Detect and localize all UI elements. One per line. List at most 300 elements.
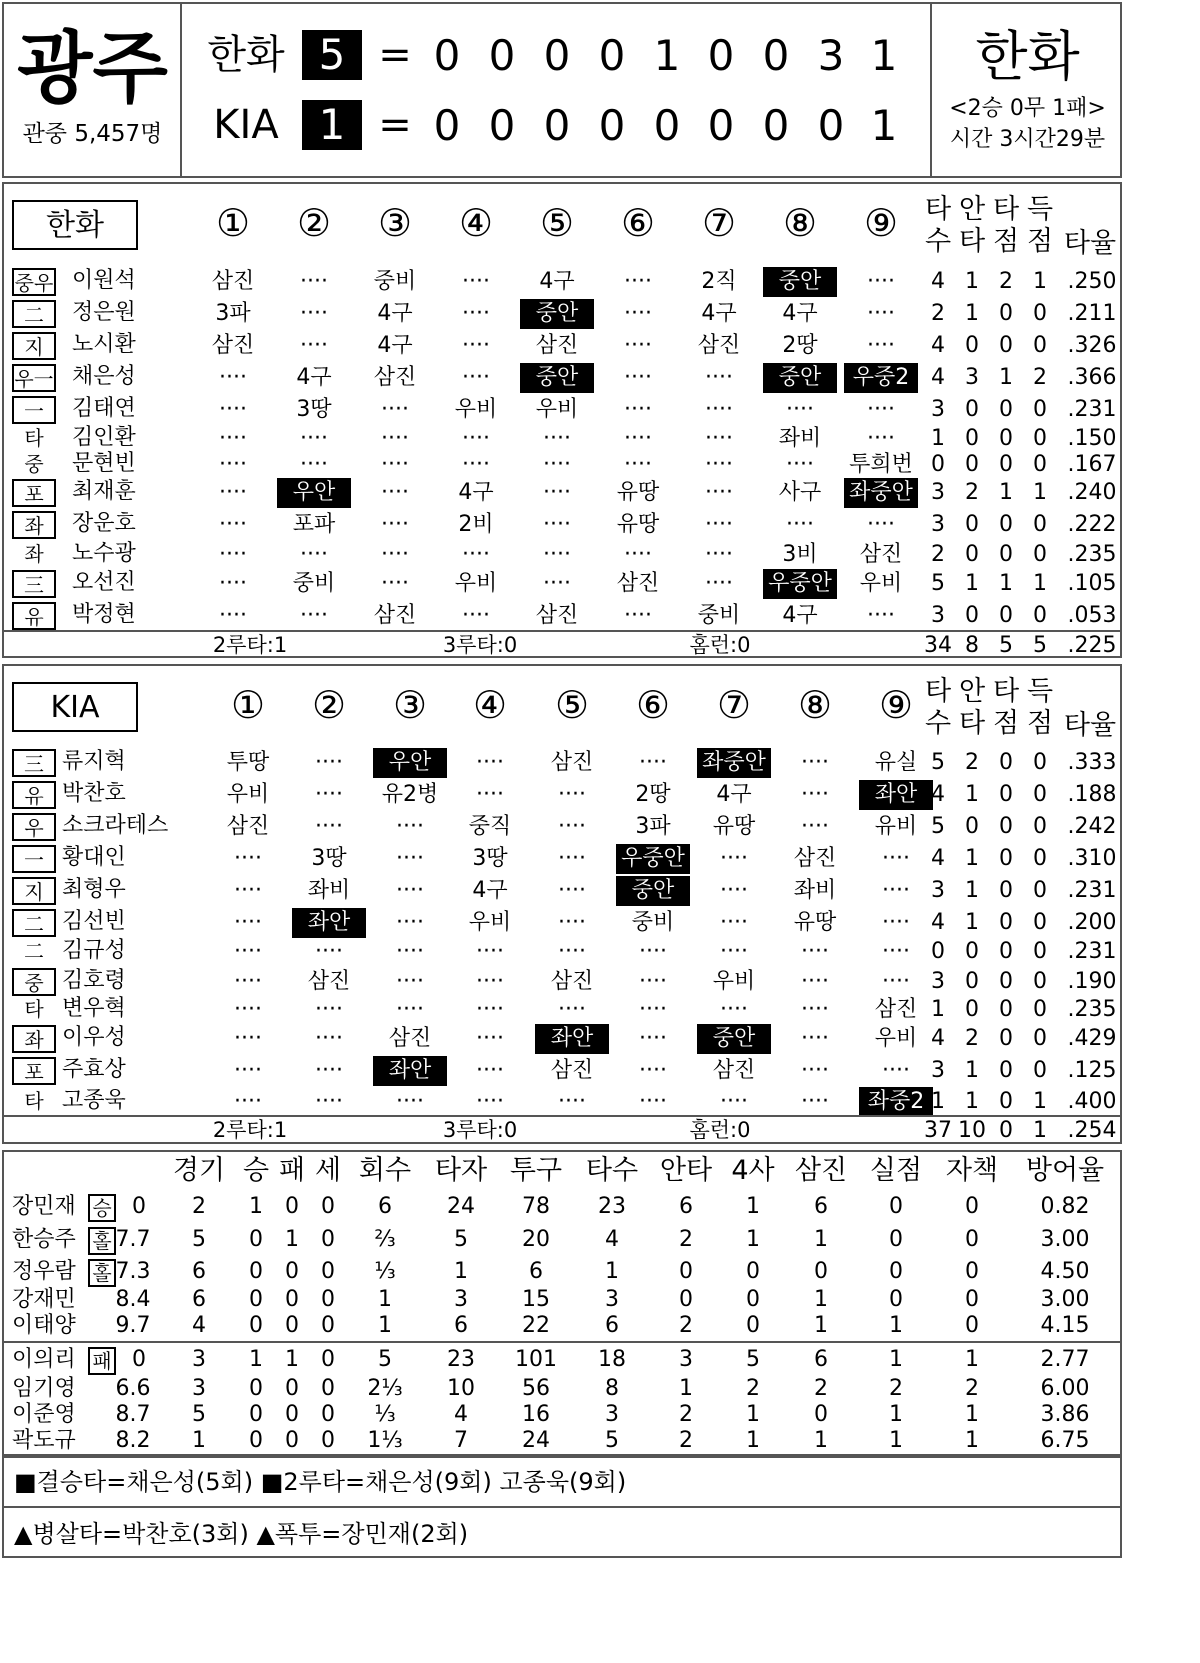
position-label: 二: [24, 939, 44, 963]
pitching-stat: 3.86: [1040, 1402, 1090, 1427]
batting-stat: 0: [965, 997, 979, 1022]
at-bat-result: ····: [801, 939, 829, 964]
pitching-stat: 1: [889, 1313, 903, 1338]
at-bat-result: 좌비: [778, 426, 822, 451]
at-bat-result: ····: [234, 910, 262, 935]
line-inning-run: 0: [707, 101, 735, 150]
at-bat-result: ····: [801, 782, 829, 807]
position-label: 우一: [12, 364, 56, 392]
at-bat-result: ····: [396, 969, 424, 994]
line-inning-run: 3: [817, 31, 845, 80]
pitcher-order: 8.2: [115, 1428, 151, 1453]
batting-stat: 0: [965, 814, 979, 839]
at-bat-result: ····: [624, 365, 652, 390]
at-bat-result: 우중2: [844, 363, 918, 393]
pitch-col-header: 패: [278, 1155, 306, 1186]
at-bat-result: 우중안: [763, 569, 837, 599]
pitching-stat: 0: [249, 1313, 263, 1338]
batting-stat: 1: [965, 1089, 979, 1114]
batting-stat: 5: [931, 750, 945, 775]
at-bat-result: ····: [476, 1026, 504, 1051]
pitching-stat: 1: [378, 1313, 392, 1338]
at-bat-result: ····: [624, 397, 652, 422]
pitching-stat: 6.00: [1040, 1376, 1090, 1401]
at-bat-result: ····: [476, 997, 504, 1022]
at-bat-result: ····: [882, 910, 910, 935]
at-bat-result: 3땅: [311, 846, 347, 871]
position-label: 타: [24, 997, 44, 1021]
at-bat-result: ····: [867, 301, 895, 326]
batting-stat: 1: [965, 301, 979, 326]
batting-stat: .231: [1067, 939, 1117, 964]
position-label: 一: [12, 845, 56, 873]
player-name: 채은성: [72, 364, 136, 389]
at-bat-result: 중안: [520, 363, 594, 393]
pitch-col-header: 안타: [659, 1155, 713, 1186]
triples-total: 3루타:0: [442, 633, 518, 657]
pitching-stat: 3: [605, 1402, 619, 1427]
at-bat-result: ····: [462, 269, 490, 294]
at-bat-result: 우비: [454, 397, 498, 422]
batting-stat: 3: [965, 365, 979, 390]
batting-stat: 0: [1033, 782, 1047, 807]
batting-stat: 0: [965, 542, 979, 567]
at-bat-result: 좌안: [859, 780, 933, 810]
pitching-stat: 1: [605, 1259, 619, 1284]
position-label: 유: [12, 781, 56, 809]
pitch-col-header: 삼진: [794, 1155, 848, 1186]
at-bat-result: 삼진: [793, 846, 837, 871]
batting-stat: 1: [965, 269, 979, 294]
at-bat-result: ····: [639, 969, 667, 994]
pitcher-order: 0: [132, 1347, 146, 1372]
pitcher-order: 7.3: [115, 1259, 151, 1284]
at-bat-result: ····: [558, 910, 586, 935]
pitching-stat: ⅓: [374, 1402, 396, 1427]
batting-stat: 2: [931, 542, 945, 567]
line-team-score: 1: [302, 100, 362, 150]
at-bat-result: 중안: [520, 299, 594, 329]
batting-stat: 4: [931, 333, 945, 358]
pitching-stat: 0: [814, 1259, 828, 1284]
at-bat-result: ····: [300, 452, 328, 477]
pitching-stat: 0: [679, 1287, 693, 1312]
batting-stat: 4: [931, 846, 945, 871]
pitch-col-header: 세: [314, 1155, 342, 1186]
stat-header-bottom: 타: [958, 708, 986, 739]
pitcher-order: 9.7: [115, 1313, 151, 1338]
pitching-stat: 78: [522, 1194, 550, 1219]
batting-stat: 3: [931, 878, 945, 903]
batting-stat: 0: [999, 969, 1013, 994]
pitching-stat: 18: [598, 1347, 626, 1372]
batting-stat: 1: [1033, 1089, 1047, 1114]
at-bat-result: ····: [219, 542, 247, 567]
batting-stat: 0: [931, 452, 945, 477]
at-bat-result: ····: [234, 997, 262, 1022]
at-bat-result: ····: [381, 542, 409, 567]
pitch-col-header: 타자: [434, 1155, 488, 1186]
line-equals: =: [378, 102, 412, 148]
pitching-stat: 0: [321, 1227, 335, 1252]
batting-stat: 0: [999, 782, 1013, 807]
at-bat-result: 유2병: [381, 782, 439, 807]
at-bat-result: ····: [315, 997, 343, 1022]
batting-stat: .235: [1067, 997, 1117, 1022]
batting-stat: 0: [999, 750, 1013, 775]
inning-header: ④: [472, 683, 508, 727]
pitching-stat: 0: [285, 1376, 299, 1401]
line-inning-run: 0: [707, 31, 735, 80]
at-bat-result: ····: [705, 365, 733, 390]
inning-header: ⑤: [539, 201, 575, 245]
at-bat-result: ····: [234, 1058, 262, 1083]
batting-stat: .400: [1067, 1089, 1117, 1114]
batting-stat: 2: [965, 1026, 979, 1051]
team-batting-total: .225: [1067, 633, 1117, 658]
position-label: 중우: [12, 268, 56, 296]
at-bat-result: ····: [315, 782, 343, 807]
batting-stat: 2: [999, 269, 1013, 294]
pitcher-team-divider: [2, 1341, 1122, 1343]
at-bat-result: 좌안: [535, 1024, 609, 1054]
pitching-stat: 1: [965, 1347, 979, 1372]
at-bat-result: ····: [300, 426, 328, 451]
player-name: 최형우: [62, 877, 126, 902]
at-bat-result: ····: [720, 1089, 748, 1114]
at-bat-result: ····: [315, 1026, 343, 1051]
at-bat-result: 2땅: [635, 782, 671, 807]
at-bat-result: ····: [882, 1058, 910, 1083]
position-label: 좌: [12, 1025, 56, 1053]
batting-stat: .231: [1067, 397, 1117, 422]
pitching-stat: 6: [529, 1259, 543, 1284]
batting-stat: 1: [965, 571, 979, 596]
hr-total: 홈런:0: [689, 633, 751, 657]
pitching-stat: 2⅓: [367, 1376, 403, 1401]
inning-header: ⑤: [554, 683, 590, 727]
at-bat-result: ····: [396, 910, 424, 935]
at-bat-result: 삼진: [712, 1058, 756, 1083]
batting-stat: 1: [931, 997, 945, 1022]
at-bat-result: ····: [639, 1058, 667, 1083]
pitching-stat: 5: [378, 1347, 392, 1372]
inning-header: ③: [392, 683, 428, 727]
batting-stat: .235: [1067, 542, 1117, 567]
at-bat-result: ····: [882, 969, 910, 994]
at-bat-result: ····: [882, 939, 910, 964]
batting-stat: 0: [999, 1058, 1013, 1083]
at-bat-result: 우비: [535, 397, 579, 422]
at-bat-result: ····: [315, 1089, 343, 1114]
batting-stat: 2: [1033, 365, 1047, 390]
pitching-stat: 3: [679, 1347, 693, 1372]
pitcher-order: 0: [132, 1194, 146, 1219]
at-bat-result: 삼진: [211, 333, 255, 358]
pitching-stat: 5: [192, 1402, 206, 1427]
stadium-name: 광주: [17, 24, 168, 114]
stat-header-top: 타: [924, 676, 952, 707]
batting-stat: .167: [1067, 452, 1117, 477]
at-bat-result: ····: [219, 397, 247, 422]
pitching-stat: 3.00: [1040, 1287, 1090, 1312]
batting-stat: .150: [1067, 426, 1117, 451]
position-label: 타: [24, 426, 44, 450]
stat-header-top: 타: [924, 194, 952, 225]
hr-total: 홈런:0: [689, 1118, 751, 1142]
at-bat-result: 중안: [697, 1024, 771, 1054]
position-label: 二: [12, 909, 56, 937]
pitching-stat: 4: [454, 1402, 468, 1427]
player-name: 노수광: [72, 541, 136, 566]
pitching-stat: 3: [192, 1376, 206, 1401]
footer-divider: [2, 1115, 1122, 1117]
pitching-stat: 0: [285, 1402, 299, 1427]
at-bat-result: ····: [396, 1089, 424, 1114]
pitching-stat: 1⅓: [367, 1428, 403, 1453]
pitching-stat: ⅔: [374, 1227, 396, 1252]
batting-stat: 3: [931, 512, 945, 537]
at-bat-result: ····: [543, 571, 571, 596]
pitcher-order: 8.7: [115, 1402, 151, 1427]
batting-stat: 0: [1033, 910, 1047, 935]
batting-stat: .429: [1067, 1026, 1117, 1051]
batting-stat: 0: [999, 814, 1013, 839]
batting-stat: 1: [1033, 269, 1047, 294]
inning-header: ④: [458, 201, 494, 245]
pitching-stat: 0: [321, 1313, 335, 1338]
team-batting-total: 8: [965, 633, 979, 658]
batting-stat: .211: [1067, 301, 1117, 326]
at-bat-result: 삼진: [373, 365, 417, 390]
pitching-stat: 0: [965, 1194, 979, 1219]
at-bat-result: 4구: [472, 878, 508, 903]
at-bat-result: 삼진: [697, 333, 741, 358]
notes-line-1: ■결승타=채은성(5회) ■2루타=채은성(9회) 고종욱(9회): [14, 1468, 627, 1496]
batting-stat: 1: [931, 1089, 945, 1114]
at-bat-result: ····: [300, 603, 328, 628]
pitching-stat: 0: [746, 1313, 760, 1338]
player-name: 황대인: [62, 845, 126, 870]
at-bat-result: 사구: [778, 480, 822, 505]
at-bat-result: 우비: [454, 571, 498, 596]
pitcher-decision: 홀: [88, 1259, 116, 1287]
series-record: <2승 0무 1패>: [949, 96, 1106, 121]
player-name: 주효상: [62, 1057, 126, 1082]
at-bat-result: 중안: [616, 876, 690, 906]
at-bat-result: 중안: [763, 267, 837, 297]
batting-stat: 0: [1033, 512, 1047, 537]
inning-header: ①: [215, 201, 251, 245]
at-bat-result: ····: [786, 512, 814, 537]
at-bat-result: 3땅: [472, 846, 508, 871]
at-bat-result: ····: [219, 426, 247, 451]
line-inning-run: 0: [433, 31, 461, 80]
batting-stat: .366: [1067, 365, 1117, 390]
pitching-stat: 0: [321, 1376, 335, 1401]
batting-stat: 4: [931, 365, 945, 390]
inning-header: ②: [311, 683, 347, 727]
at-bat-result: ····: [234, 939, 262, 964]
batting-stat: 0: [1033, 814, 1047, 839]
at-bat-result: ····: [396, 878, 424, 903]
pitching-stat: 10: [447, 1376, 475, 1401]
team-label: KIA: [12, 682, 138, 732]
pitch-col-header: 4사: [731, 1155, 775, 1186]
at-bat-result: ····: [867, 603, 895, 628]
at-bat-result: ····: [801, 750, 829, 775]
at-bat-result: ····: [558, 846, 586, 871]
batting-stat: 0: [965, 969, 979, 994]
pitching-stat: 2: [679, 1313, 693, 1338]
at-bat-result: 좌비: [793, 878, 837, 903]
line-inning-run: 0: [762, 31, 790, 80]
at-bat-result: ····: [476, 939, 504, 964]
at-bat-result: 4구: [782, 603, 818, 628]
batting-stat: .125: [1067, 1058, 1117, 1083]
player-name: 정은원: [72, 300, 136, 325]
at-bat-result: ····: [315, 939, 343, 964]
at-bat-result: 4구: [377, 333, 413, 358]
batting-stat: 0: [1033, 603, 1047, 628]
pitching-stat: 0: [746, 1287, 760, 1312]
pitching-stat: 1: [965, 1402, 979, 1427]
stat-header-bottom: 점: [992, 708, 1020, 739]
player-name: 박정현: [72, 602, 136, 627]
at-bat-result: ····: [396, 939, 424, 964]
at-bat-result: 우비: [226, 782, 270, 807]
at-bat-result: 유실: [874, 750, 918, 775]
at-bat-result: ····: [543, 512, 571, 537]
pitching-stat: 56: [522, 1376, 550, 1401]
pitching-stat: 16: [522, 1402, 550, 1427]
line-inning-run: 0: [762, 101, 790, 150]
batting-stat: 0: [999, 997, 1013, 1022]
pitching-stat: 0: [321, 1259, 335, 1284]
inning-header: ⑧: [797, 683, 833, 727]
batting-stat: 3: [931, 603, 945, 628]
at-bat-result: 중비: [292, 571, 336, 596]
pitching-stat: 3.00: [1040, 1227, 1090, 1252]
at-bat-result: 우비: [859, 571, 903, 596]
footer-divider: [2, 630, 1122, 632]
at-bat-result: ····: [234, 969, 262, 994]
at-bat-result: ····: [558, 782, 586, 807]
pitching-stat: 1: [814, 1227, 828, 1252]
pitching-stat: 8: [605, 1376, 619, 1401]
pitching-stat: 0: [965, 1287, 979, 1312]
pitch-col-header: 실점: [869, 1155, 923, 1186]
at-bat-result: 4구: [701, 301, 737, 326]
pitching-stat: 24: [522, 1428, 550, 1453]
stat-header-top: 득: [1026, 676, 1054, 707]
line-inning-run: 0: [817, 101, 845, 150]
batting-stat: .105: [1067, 571, 1117, 596]
position-label: 포: [12, 1057, 56, 1085]
team-batting-total: 0: [999, 1118, 1013, 1143]
pitching-stat: 1: [285, 1227, 299, 1252]
pitcher-name: 곽도규: [12, 1428, 76, 1453]
batting-stat: .326: [1067, 333, 1117, 358]
pitching-stat: 7: [454, 1428, 468, 1453]
pitching-stat: 0: [249, 1259, 263, 1284]
pitching-stat: 1: [814, 1287, 828, 1312]
pitching-stat: 5: [454, 1227, 468, 1252]
at-bat-result: ····: [219, 480, 247, 505]
pitching-stat: 0: [249, 1227, 263, 1252]
at-bat-result: ····: [624, 452, 652, 477]
at-bat-result: ····: [558, 878, 586, 903]
player-name: 이원석: [72, 268, 136, 293]
batting-stat: 0: [965, 397, 979, 422]
player-name: 이우성: [62, 1025, 126, 1050]
at-bat-result: 3비: [782, 542, 818, 567]
at-bat-result: 우비: [468, 910, 512, 935]
at-bat-result: ····: [705, 452, 733, 477]
team-batting-total: 5: [999, 633, 1013, 658]
pitching-stat: 6: [605, 1313, 619, 1338]
batting-stat: 0: [999, 939, 1013, 964]
line-inning-run: 0: [598, 101, 626, 150]
pitching-stat: 2: [679, 1428, 693, 1453]
at-bat-result: ····: [624, 301, 652, 326]
position-label: 중: [24, 452, 44, 476]
batting-stat: .188: [1067, 782, 1117, 807]
at-bat-result: ····: [882, 846, 910, 871]
pitching-stat: 0: [249, 1287, 263, 1312]
batting-stat: 0: [1033, 997, 1047, 1022]
pitching-stat: 5: [605, 1428, 619, 1453]
player-name: 오선진: [72, 570, 136, 595]
batting-stat: .333: [1067, 750, 1117, 775]
team-batting-total: 10: [958, 1118, 986, 1143]
at-bat-result: 삼진: [550, 750, 594, 775]
batting-stat: 1: [999, 480, 1013, 505]
at-bat-result: ····: [381, 397, 409, 422]
line-inning-run: 1: [870, 31, 898, 80]
at-bat-result: 유땅: [712, 814, 756, 839]
at-bat-result: ····: [705, 397, 733, 422]
pitcher-name: 임기영: [12, 1376, 76, 1401]
at-bat-result: ····: [624, 426, 652, 451]
header-divider-right: [930, 2, 932, 178]
line-inning-run: 1: [870, 101, 898, 150]
pitch-col-header: 타수: [585, 1155, 639, 1186]
at-bat-result: 포파: [292, 512, 336, 537]
line-team-score: 5: [302, 30, 362, 80]
position-label: 좌: [12, 511, 56, 539]
at-bat-result: 중직: [468, 814, 512, 839]
avg-header: 타율: [1063, 710, 1117, 741]
position-label: 一: [12, 396, 56, 424]
at-bat-result: ····: [801, 1026, 829, 1051]
batting-stat: 0: [1033, 333, 1047, 358]
pitching-stat: 2: [679, 1402, 693, 1427]
batting-stat: 3: [931, 1058, 945, 1083]
at-bat-result: 삼진: [307, 969, 351, 994]
position-label: 三: [12, 749, 56, 777]
at-bat-result: 우중안: [616, 844, 690, 874]
at-bat-result: ····: [219, 365, 247, 390]
pitching-stat: 2: [889, 1376, 903, 1401]
batting-stat: 1: [931, 426, 945, 451]
batting-stat: 5: [931, 814, 945, 839]
pitching-stat: 6: [814, 1194, 828, 1219]
batting-stat: .310: [1067, 846, 1117, 871]
pitching-stat: 4.50: [1040, 1259, 1090, 1284]
pitching-stat: 23: [598, 1194, 626, 1219]
stat-header-top: 타: [992, 194, 1020, 225]
